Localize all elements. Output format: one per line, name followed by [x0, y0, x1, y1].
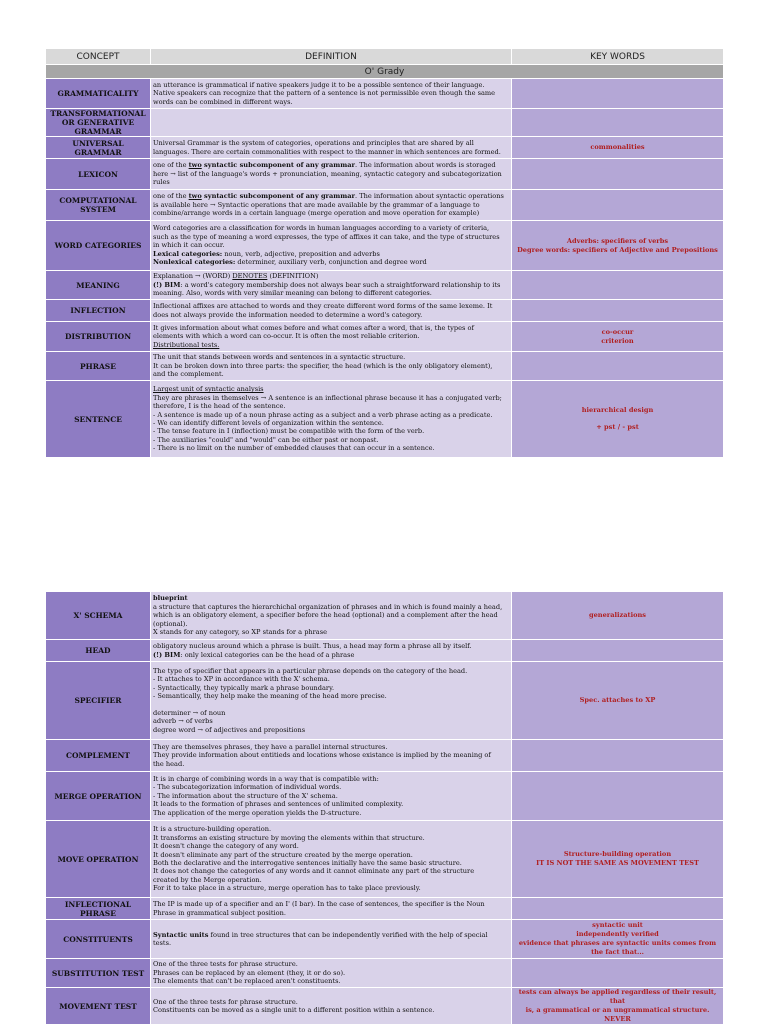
definition-line: One of the three tests for phrase structure.: [153, 997, 298, 1006]
keywords-cell: [512, 772, 724, 821]
definition-line: - We can identify different levels of organization within the sentence.: [153, 419, 384, 427]
definition-line: blueprint: [153, 594, 188, 603]
keywords-cell: [512, 381, 724, 458]
keyword-line: hierarchical design: [581, 406, 654, 414]
keyword-line: is, a grammatical or an ungrammatical structure. NEVER: [525, 1006, 710, 1023]
concept-cell: COMPLEMENT: [46, 740, 151, 772]
keywords-cell: [512, 821, 724, 898]
row-phrase: [46, 352, 724, 381]
keywords-cell: [512, 898, 724, 920]
keywords-cell: [512, 920, 724, 959]
definition-line: therefore, I is the head of the sentence.: [153, 402, 286, 411]
definition-line: Distributional tests.: [153, 340, 220, 349]
row-transformational: [46, 109, 724, 137]
keyword-line: co-occur: [601, 327, 634, 336]
definition-line: elements with which a word can co-occur. It is often the most reliable criterion.: [153, 332, 420, 341]
definition-line: - There is no limit on the number of embedded clauses that can occur in a sentence.: [153, 444, 435, 453]
definition-line: It transforms an existing structure by moving the elements within that structure.: [153, 833, 425, 842]
header-keywords: KEY WORDS: [512, 49, 724, 65]
keywords-cell: [512, 137, 724, 159]
definition-line: created by the Merge operation.: [153, 875, 262, 884]
glossary-table-1: [45, 48, 724, 458]
definition-line: They are themselves phrases, they have a parallel internal structures.: [153, 742, 388, 751]
definition-line: Explanation → (WORD) DENOTES (DEFINITION): [153, 272, 319, 281]
row-inflection: [46, 300, 724, 322]
definition-cell: [151, 159, 512, 190]
keyword-line: Structure-building operation: [563, 850, 672, 858]
definition-line: meaning. Also, words with very similar meaning can belong to different categories.: [153, 289, 432, 298]
row-grammaticality: [46, 79, 724, 109]
definition-line: - Semantically, they help make the meaning of the head more precise.: [153, 692, 387, 701]
definition-line: Largest unit of syntactic analysis: [153, 385, 264, 394]
concept-cell: WORD CATEGORIES: [46, 221, 151, 271]
definition-line: (optional).: [153, 619, 188, 628]
row-meaning: [46, 271, 724, 300]
concept-cell: X' SCHEMA: [46, 592, 151, 640]
header-definition: DEFINITION: [151, 49, 512, 65]
definition-line: Inflectional affixes are attached to words and they create different word forms of the same lexeme. It: [153, 302, 493, 311]
definition-line: is available here → Syntactic operations that are made available by the grammar of a language to: [153, 200, 480, 209]
row-constituents: [46, 920, 724, 959]
keywords-cell: [512, 740, 724, 772]
definition-cell: [151, 640, 512, 662]
definition-line: a structure that captures the hierarchichal organization of phrases and in which is found mainly a head,: [153, 602, 503, 611]
definition-line: - It attaches to XP in accordance with the X' schema.: [153, 675, 330, 684]
definition-line: Native speakers can recognize that the pattern of a sentence is not permissible even though the same: [153, 89, 496, 98]
keyword-line: IT IS NOT THE SAME AS MOVEMENT TEST: [536, 859, 699, 867]
keyword-line: Spec. attaches to XP: [579, 696, 656, 704]
definition-cell: [151, 988, 512, 1025]
concept-cell: LEXICON: [46, 159, 151, 190]
definition-line: The application of the merge operation yields the D-structure.: [153, 808, 362, 817]
keywords-cell: [512, 959, 724, 988]
keyword-line: + pst / - pst: [596, 423, 639, 431]
keyword-spacer: [514, 415, 721, 423]
definition-line: - A sentence is made up of a noun phrase acting as a subject and a verb phrase acting as a predicate.: [153, 410, 493, 419]
definition-line: such as the type of meaning a word expresses, the type of affixes it can take, and the type of structures: [153, 232, 500, 241]
keywords-cell: [512, 988, 724, 1025]
row-word-categories: [46, 221, 724, 271]
row-distribution: [46, 322, 724, 352]
definition-cell: [151, 740, 512, 772]
keyword-line: Adverbs: specifiers of verbs: [566, 236, 669, 245]
concept-cell: CONSTITUENTS: [46, 920, 151, 959]
definition-line: combine/arrange words in a certain language (merge operation and move operation for example): [153, 209, 480, 218]
row-inflectional-phrase: [46, 898, 724, 920]
concept-cell: MOVE OPERATION: [46, 821, 151, 898]
definition-line: Word categories are a classification for words in human languages according to a variety of criteria,: [153, 224, 490, 233]
definition-cell: [151, 772, 512, 821]
keywords-cell: [512, 592, 724, 640]
keyword-line: syntactic unit: [592, 921, 643, 929]
glossary-table-2: [45, 591, 724, 1025]
definition-cell: [151, 352, 512, 381]
definition-cell: [151, 662, 512, 740]
row-move-operation: [46, 821, 724, 898]
definition-cell: [151, 920, 512, 959]
definition-line: languages. There are certain commonalities with respect to the manner in which sentences are formed.: [153, 147, 501, 156]
keywords-cell: [512, 352, 724, 381]
definition-cell: [151, 109, 512, 137]
definition-line: - The auxiliaries "could" and "would" can be either past or nonpast.: [153, 435, 379, 444]
row-head: [46, 640, 724, 662]
definition-line: one of the two syntactic subcomponent of any grammar. The information about syntactic operations: [153, 192, 504, 201]
definition-line: [153, 701, 509, 709]
row-universal-grammar: [46, 137, 724, 159]
row-specifier: [46, 662, 724, 740]
concept-cell: MERGE OPERATION: [46, 772, 151, 821]
definition-line: Both the declarative and the interrogative sentences initially have the same basic structure.: [153, 859, 462, 867]
definition-cell: [151, 381, 512, 458]
definition-line: an utterance is grammatical if native speakers judge it to be a possible sentence of their language.: [153, 80, 485, 89]
definition-cell: [151, 959, 512, 988]
definition-line: They are phrases in themselves → A sentence is an inflectional phrase because it has a conjugated verb;: [153, 393, 502, 402]
definition-cell: [151, 271, 512, 300]
header-concept: CONCEPT: [46, 49, 151, 65]
definition-cell: [151, 592, 512, 640]
definition-cell: [151, 221, 512, 271]
definition-line: The elements that can't be replaced aren't constituents.: [153, 977, 341, 986]
definition-line: Phrases can be replaced by an element (they, it or do so).: [153, 968, 346, 977]
definition-line: obligatory nucleus around which a phrase is built. Thus, a head may form a phrase all by itself.: [153, 642, 472, 651]
definition-line: The IP is made up of a specifier and an I' (I bar). In the case of sentences, the specifier is the Noun: [153, 900, 485, 909]
definition-line: here → list of the language's words + pronunciation, meaning, syntactic category and subcategorization: [153, 169, 502, 178]
definition-cell: [151, 898, 512, 920]
definition-cell: [151, 79, 512, 109]
definition-line: It leads to the formation of phrases and sentences of unlimited complexity.: [153, 800, 404, 809]
definition-cell: [151, 300, 512, 322]
concept-cell: TRANSFORMATIONAL OR GENERATIVE GRAMMAR: [46, 109, 151, 137]
definition-line: It doesn't change the category of any word.: [153, 842, 299, 851]
definition-line: the head.: [153, 759, 185, 768]
keywords-cell: [512, 221, 724, 271]
definition-line: The unit that stands between words and sentences in a syntactic structure.: [153, 353, 406, 362]
header-row: [46, 49, 724, 65]
definition-line: and the complement.: [153, 370, 224, 379]
definition-line: It does not change the categories of any words and it cannot eliminate any part of the structure: [153, 867, 475, 876]
definition-line: It gives information about what comes before and what comes after a word, that is, the types of: [153, 323, 474, 332]
group-title: O' Grady: [46, 65, 724, 79]
definition-line: Universal Grammar is the system of categories, operations and principles that are shared by all: [153, 139, 474, 148]
definition-line: It doesn't eliminate any part of the structure created by the merge operation.: [153, 850, 413, 859]
definition-line: - The tense feature in I (inflection) must be compatible with the form of the verb.: [153, 427, 425, 436]
concept-cell: MOVEMENT TEST: [46, 988, 151, 1025]
definition-line: words can be combined in different ways.: [153, 97, 293, 106]
row-x-schema: [46, 592, 724, 640]
definition-line: determiner → of noun: [153, 708, 226, 717]
definition-cell: [151, 190, 512, 221]
concept-cell: UNIVERSAL GRAMMAR: [46, 137, 151, 159]
keywords-cell: [512, 79, 724, 109]
keywords-cell: [512, 322, 724, 352]
definition-line: Constituents can be moved as a single unit to a different position within a sentence.: [153, 1006, 435, 1014]
concept-cell: SPECIFIER: [46, 662, 151, 740]
definition-line: degree word → of adjectives and prepositions: [153, 725, 306, 734]
keywords-cell: [512, 159, 724, 190]
keywords-cell: [512, 662, 724, 740]
row-substitution-test: [46, 959, 724, 988]
concept-cell: SUBSTITUTION TEST: [46, 959, 151, 988]
concept-cell: MEANING: [46, 271, 151, 300]
definition-line: Nonlexical categories: determiner, auxiliary verb, conjunction and degree word: [153, 258, 427, 267]
definition-line: It can be broken down into three parts: the specifier, the head (which is the only obligatory element),: [153, 361, 493, 370]
keyword-line: tests can always be applied regardless of their result, that: [518, 988, 717, 1005]
definition-line: (!) BIM: a word's category membership does not always bear such a straightforward relationship to its: [153, 280, 501, 289]
concept-cell: INFLECTION: [46, 300, 151, 322]
definition-line: - The information about the structure of the X' schema.: [153, 791, 338, 800]
definition-line: one of the two syntactic subcomponent of any grammar. The information about words is storaged: [153, 161, 496, 170]
definition-cell: [151, 322, 512, 352]
concept-cell: DISTRIBUTION: [46, 322, 151, 352]
keyword-line: commonalities: [590, 143, 645, 151]
definition-line: They provide information about entitieds and locations whose existance is implied by the meaning of: [153, 751, 491, 760]
keyword-line: independently verified: [576, 930, 659, 938]
concept-cell: SENTENCE: [46, 381, 151, 458]
definition-cell: [151, 821, 512, 898]
keyword-line: generalizations: [588, 611, 647, 619]
definition-line: One of the three tests for phrase structure.: [153, 960, 298, 969]
definition-line: The type of specifier that appears in a particular phrase depends on the category of the head.: [153, 666, 468, 675]
keywords-cell: [512, 109, 724, 137]
row-computational-system: [46, 190, 724, 221]
definition-line: - Syntactically, they typically mark a phrase boundary.: [153, 683, 335, 692]
keyword-line: Degree words: specifiers of Adjective and Prepositions: [517, 245, 718, 254]
definition-line: It is in charge of combining words in a way that is compatible with:: [153, 774, 379, 783]
definition-line: adverb → of verbs: [153, 717, 213, 726]
concept-cell: COMPUTATIONAL SYSTEM: [46, 190, 151, 221]
definition-line: which is an obligatory element, a specifier before the head (optional) and a complement after the head: [153, 611, 498, 620]
row-movement-test: [46, 988, 724, 1025]
concept-cell: INFLECTIONAL PHRASE: [46, 898, 151, 920]
definition-line: Phrase in grammatical subject position.: [153, 908, 286, 917]
definition-line: It is a structure-building operation.: [153, 825, 272, 834]
definition-cell: [151, 137, 512, 159]
definition-line: tests.: [153, 939, 172, 947]
definition-line: Lexical categories: noun, verb, adjective, preposition and adverbs: [153, 249, 380, 258]
definition-line: does not always provide the information needed to determine a word's category.: [153, 310, 423, 319]
definition-line: X stands for any category, so XP stands for a phrase: [153, 628, 328, 637]
definition-line: - The subcategorization information of individual words.: [153, 783, 342, 792]
row-sentence: [46, 381, 724, 458]
definition-line: For it to take place in a structure, merge operation has to take place previously.: [153, 884, 421, 893]
row-complement: [46, 740, 724, 772]
keywords-cell: [512, 300, 724, 322]
keywords-cell: [512, 190, 724, 221]
group-row: [46, 65, 724, 79]
keywords-cell: [512, 271, 724, 300]
keyword-line: evidence that phrases are syntactic units comes from the fact that...: [518, 939, 717, 956]
concept-cell: HEAD: [46, 640, 151, 662]
row-lexicon: [46, 159, 724, 190]
definition-line: Syntactic units found in tree structures that can be independently verified with the help of special: [153, 930, 488, 939]
keyword-line: criterion: [601, 336, 634, 345]
definition-line: in which it can occur.: [153, 241, 225, 250]
definition-line: rules: [153, 178, 170, 187]
concept-cell: PHRASE: [46, 352, 151, 381]
concept-cell: GRAMMATICALITY: [46, 79, 151, 109]
definition-line: (!) BIM: only lexical categories can be the head of a phrase: [153, 650, 355, 659]
keywords-cell: [512, 640, 724, 662]
row-merge-operation: [46, 772, 724, 821]
